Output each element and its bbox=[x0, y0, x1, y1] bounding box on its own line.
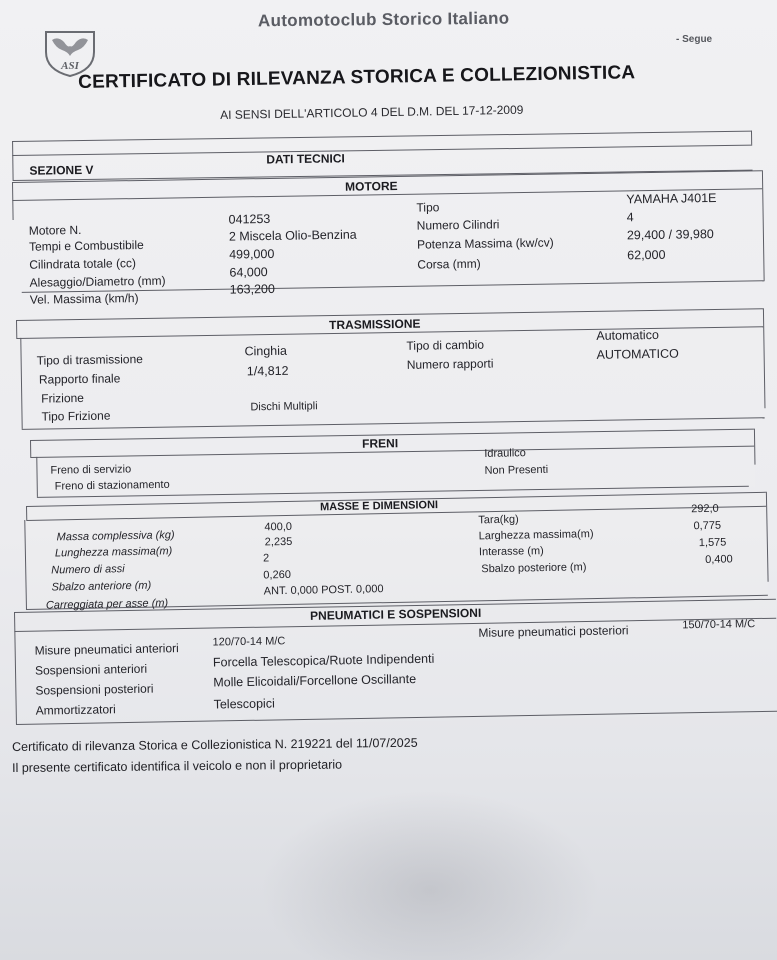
tipo-cambio-value: Automatico bbox=[596, 327, 659, 343]
sbalzo-post-value: 0,400 bbox=[705, 553, 733, 566]
pneumatici-post-value: 150/70-14 M/C bbox=[682, 618, 756, 632]
pneumatici-post-label: Misure pneumatici posteriori bbox=[478, 623, 629, 640]
lunghezza-label: Lunghezza massima(m) bbox=[54, 545, 173, 560]
freni-section bbox=[30, 429, 755, 498]
tara-label: Tara(kg) bbox=[478, 513, 519, 527]
larghezza-label: Larghezza massima(m) bbox=[478, 528, 594, 543]
freno-stazionamento-value: Non Presenti bbox=[484, 463, 549, 477]
dati-tecnici-title: DATI TECNICI bbox=[266, 151, 345, 167]
massa-value: 400,0 bbox=[264, 520, 293, 534]
motore-label: Motore N. bbox=[28, 222, 82, 238]
segue-label: - Segue bbox=[676, 34, 713, 45]
sosp-ant-value: Forcella Telescopica/Ruote Indipendenti bbox=[212, 651, 435, 670]
shadow bbox=[260, 790, 600, 960]
masse-title: MASSE E DIMENSIONI bbox=[319, 499, 439, 514]
assi-value: 2 bbox=[262, 552, 270, 565]
tipo-cambio-label: Tipo di cambio bbox=[406, 337, 485, 353]
trasmissione-section bbox=[16, 308, 765, 430]
pneumatici-ant-label: Misure pneumatici anteriori bbox=[34, 641, 179, 658]
sosp-post-label: Sospensioni posteriori bbox=[35, 681, 154, 698]
tipo-label: Tipo bbox=[416, 200, 440, 215]
tipo-frizione-value: Dischi Multipli bbox=[250, 400, 318, 414]
rapporto-finale-label: Rapporto finale bbox=[38, 371, 121, 387]
sezione-label: SEZIONE V bbox=[29, 162, 94, 178]
rapporto-finale-value: 1/4,812 bbox=[246, 363, 289, 379]
velocita-value: 163,200 bbox=[229, 281, 276, 297]
tipo-trasmissione-value: Cinghia bbox=[244, 343, 288, 359]
trasmissione-title: TRASMISSIONE bbox=[329, 316, 421, 333]
velocita-label: Vel. Massima (km/h) bbox=[29, 291, 139, 307]
larghezza-value: 0,775 bbox=[693, 519, 722, 533]
pneumatici-ant-value: 120/70-14 M/C bbox=[212, 635, 286, 649]
tipo-frizione-label: Tipo Frizione bbox=[41, 408, 111, 424]
asi-logo-icon bbox=[42, 26, 98, 78]
interasse-label: Interasse (m) bbox=[478, 545, 544, 559]
potenza-value: 29,400 / 39,980 bbox=[626, 226, 714, 243]
tempi-value: 2 Miscela Olio-Benzina bbox=[228, 227, 357, 244]
numero-rapporti-label: Numero rapporti bbox=[406, 356, 494, 372]
frizione-label: Frizione bbox=[41, 390, 85, 406]
motore-value: 041253 bbox=[228, 211, 271, 227]
alesaggio-value: 64,000 bbox=[229, 264, 268, 280]
freno-stazionamento-label: Freno di stazionamento bbox=[54, 478, 170, 493]
freno-servizio-value: Idraulico bbox=[484, 447, 526, 460]
club-name: Automotoclub Storico Italiano bbox=[257, 8, 510, 31]
cilindrata-label: Cilindrata totale (cc) bbox=[29, 256, 137, 272]
alesaggio-label: Alesaggio/Diametro (mm) bbox=[29, 273, 166, 290]
certificate-number: Certificato di rilevanza Storica e Collezionistica N. 219221 del 11/07/2025 bbox=[12, 735, 418, 754]
numero-rapporti-value: AUTOMATICO bbox=[596, 346, 679, 362]
motore-title: MOTORE bbox=[345, 178, 398, 194]
ammortizzatori-value: Telescopici bbox=[213, 696, 275, 712]
certificate-subtitle: AI SENSI DELL'ARTICOLO 4 DEL D.M. DEL 17-12-2009 bbox=[220, 102, 524, 122]
corsa-label: Corsa (mm) bbox=[417, 256, 481, 272]
pneumatici-section bbox=[14, 599, 777, 728]
massa-label: Massa complessiva (kg) bbox=[56, 529, 175, 544]
sosp-post-value: Molle Elicoidali/Forcellone Oscillante bbox=[213, 671, 417, 690]
sosp-ant-label: Sospensioni anteriori bbox=[34, 661, 148, 678]
pneumatici-title: PNEUMATICI E SOSPENSIONI bbox=[309, 605, 482, 623]
tipo-value: YAMAHA J401E bbox=[626, 190, 717, 207]
numero-cilindri-value: 4 bbox=[626, 210, 634, 225]
tempi-label: Tempi e Combustibile bbox=[28, 237, 144, 254]
sbalzo-ant-value: 0,260 bbox=[263, 568, 292, 582]
carreggiata-value: ANT. 0,000 POST. 0,000 bbox=[263, 583, 384, 598]
certificate-note: Il presente certificato identifica il veicolo e non il proprietario bbox=[12, 757, 343, 775]
sbalzo-post-label: Sbalzo posteriore (m) bbox=[481, 561, 587, 576]
freno-servizio-label: Freno di servizio bbox=[50, 463, 132, 477]
tara-value: 292,0 bbox=[691, 502, 719, 516]
tipo-trasmissione-label: Tipo di trasmissione bbox=[36, 352, 144, 368]
sbalzo-ant-label: Sbalzo anteriore (m) bbox=[51, 579, 152, 594]
ammortizzatori-label: Ammortizzatori bbox=[35, 702, 116, 718]
freni-title: FRENI bbox=[361, 436, 399, 451]
lunghezza-value: 2,235 bbox=[264, 535, 293, 549]
interasse-value: 1,575 bbox=[698, 536, 727, 550]
masse-section bbox=[26, 492, 768, 610]
certificate-title: CERTIFICATO DI RILEVANZA STORICA E COLLEZIONISTICA bbox=[78, 62, 636, 93]
potenza-label: Potenza Massima (kw/cv) bbox=[416, 235, 554, 252]
cilindrata-value: 499,000 bbox=[229, 246, 275, 262]
numero-cilindri-label: Numero Cilindri bbox=[416, 217, 500, 233]
assi-label: Numero di assi bbox=[51, 563, 125, 577]
logo-text: ASI bbox=[61, 60, 79, 72]
carreggiata-label: Carreggiata per asse (m) bbox=[45, 597, 169, 612]
motore-section bbox=[12, 170, 764, 312]
corsa-value: 62,000 bbox=[627, 247, 666, 263]
